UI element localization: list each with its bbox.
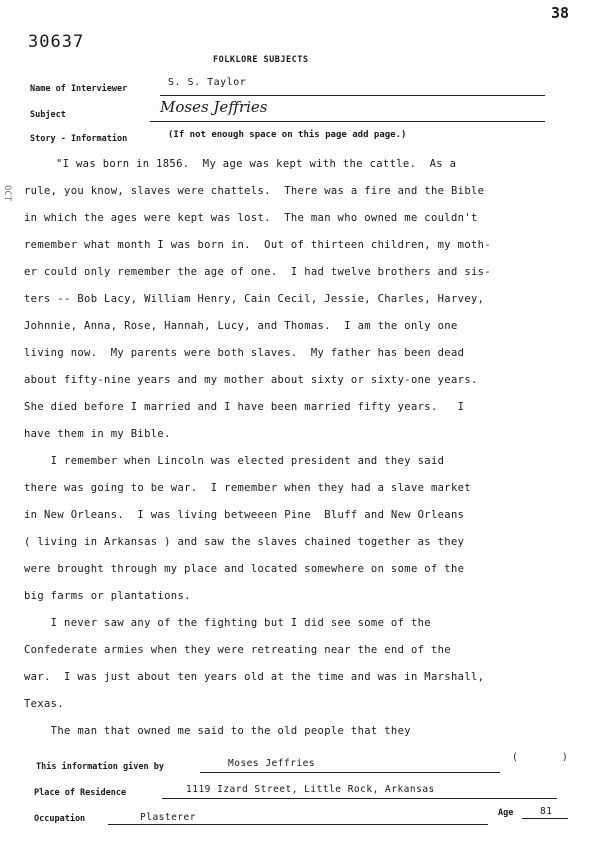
body-line: about fifty-nine years and my mother about sixty or sixty-one years. — [24, 374, 478, 386]
subject-underline — [150, 121, 545, 122]
body-line: Confederate armies when they were retreating near the end of the — [24, 644, 451, 656]
info-given-underline — [200, 772, 500, 773]
age-label: Age — [498, 808, 514, 818]
body-line: er could only remember the age of one. I had twelve brothers and sis- — [24, 266, 492, 278]
body-line: She died before I married and I have been married fifty years. I — [24, 401, 465, 413]
info-given-paren-close: ) — [562, 752, 569, 763]
body-line: in which the ages were kept was lost. The man who owned me couldn't — [24, 212, 478, 224]
info-given-label: This information given by — [36, 762, 164, 772]
occupation-underline — [108, 824, 488, 825]
body-line: big farms or plantations. — [24, 590, 191, 602]
archive-number-stamp: 30637 — [28, 32, 85, 52]
interviewer-value: S. S. Taylor — [168, 77, 247, 88]
subject-value: Moses Jeffries — [160, 98, 268, 116]
interviewer-label: Name of Interviewer — [30, 84, 128, 94]
interviewer-underline — [160, 95, 545, 96]
form-title: FOLKLORE SUBJECTS — [213, 55, 309, 65]
residence-value: 1119 Izard Street, Little Rock, Arkansas — [186, 784, 435, 795]
body-line: have them in my Bible. — [24, 428, 171, 440]
body-line: ters -- Bob Lacy, William Henry, Cain Cecil, Jessie, Charles, Harvey, — [24, 293, 485, 305]
body-line: remember what month I was born in. Out of thirteen children, my moth- — [24, 239, 492, 251]
residence-label: Place of Residence — [34, 788, 127, 798]
residence-underline — [162, 798, 557, 799]
story-note: (If not enough space on this page add page.) — [168, 130, 407, 140]
body-line: in New Orleans. I was living betweeen Pine Bluff and New Orleans — [24, 509, 465, 521]
body-line: ( living in Arkansas ) and saw the slaves chained together as they — [24, 536, 465, 548]
body-line: The man that owned me said to the old people that they — [24, 725, 411, 737]
body-line: there was going to be war. I remember when they had a slave market — [24, 482, 471, 494]
age-value: 81 — [540, 806, 553, 817]
page-number: 38 — [551, 4, 570, 22]
body-line: rule, you know, slaves were chattels. There was a fire and the Bible — [24, 185, 485, 197]
body-line: Texas. — [24, 698, 65, 710]
body-line: war. I was just about ten years old at the time and was in Marshall, — [24, 671, 485, 683]
age-underline — [522, 818, 568, 819]
subject-label: Subject — [30, 110, 66, 120]
body-line: I remember when Lincoln was elected president and they said — [24, 455, 445, 467]
occupation-label: Occupation — [34, 814, 86, 824]
body-line: I never saw any of the fighting but I did see some of the — [24, 617, 431, 629]
info-given-value: Moses Jeffries — [228, 758, 316, 769]
margin-mark: OCT — [2, 185, 12, 202]
body-line: were brought through my place and located somewhere on some of the — [24, 563, 465, 575]
body-line: Johnnie, Anna, Rose, Hannah, Lucy, and Thomas. I am the only one — [24, 320, 458, 332]
body-line: "I was born in 1856. My age was kept with the cattle. As a — [56, 158, 457, 170]
occupation-value: Plasterer — [140, 812, 196, 823]
body-line: living now. My parents were both slaves. My father has been dead — [24, 347, 465, 359]
story-label: Story - Information — [30, 134, 128, 144]
info-given-paren-open: ( — [512, 752, 519, 763]
